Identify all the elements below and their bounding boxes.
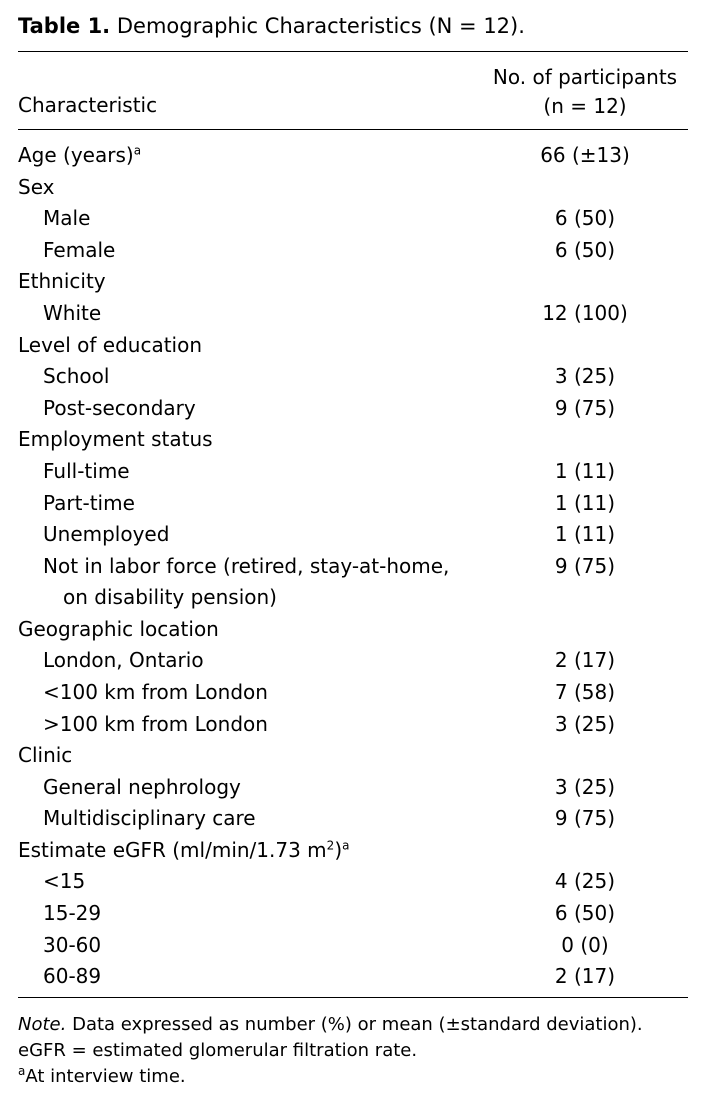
row-label-text: Multidisciplinary care: [43, 806, 256, 831]
row-footnote-mark: a: [342, 838, 350, 853]
table-row: [0, 803, 705, 835]
row-sublabel: [43, 456, 130, 487]
row-value: 6 (50): [554, 206, 616, 231]
table-notes: [18, 1012, 643, 1090]
footnote-mark: a: [18, 1064, 26, 1078]
table-caption-label: Table 1.: [18, 14, 111, 38]
header-participants-line2: (n = 12): [543, 94, 627, 118]
row-label-text: >100 km from London: [43, 711, 268, 736]
table-body: [0, 140, 705, 993]
row-label-text: Level of education: [18, 332, 203, 357]
table-row: [0, 361, 705, 393]
row-label-text: Sex: [18, 174, 55, 199]
row-label: [18, 172, 54, 203]
row-label-text: 30-60: [43, 932, 102, 957]
row-label-text: Age (years): [18, 143, 134, 167]
row-sublabel: [43, 709, 268, 740]
row-label-text: General nephrology: [43, 774, 241, 799]
row-label-text: 60-89: [43, 964, 102, 989]
table-row: [0, 709, 705, 741]
row-label-text: Clinic: [18, 743, 73, 768]
table-row: [0, 930, 705, 962]
table-row: [0, 235, 705, 267]
note-label: Note.: [18, 1014, 67, 1035]
row-label-continuation: on disability pension): [63, 584, 277, 609]
row-sublabel: [43, 298, 101, 329]
footnote-line: [18, 1064, 643, 1090]
table-row: [0, 393, 705, 425]
table-row: [0, 203, 705, 235]
table-row: [0, 456, 705, 488]
table-row: [0, 488, 705, 520]
table-row: [0, 866, 705, 898]
row-footnote-mark: a: [133, 143, 142, 158]
row-value: 9 (75): [554, 806, 616, 831]
row-sublabel: [43, 361, 109, 392]
table-row: [0, 140, 705, 172]
row-value: 3 (25): [554, 711, 616, 736]
row-value: 1 (11): [554, 458, 616, 483]
table-row: [0, 424, 705, 456]
row-value: 9 (75): [554, 395, 616, 420]
row-value: 0 (0): [561, 932, 609, 957]
row-sublabel: [43, 772, 241, 803]
row-label-suffix: ): [334, 837, 343, 862]
row-value: 66 (±13): [540, 143, 630, 167]
row-value: 4 (25): [554, 869, 616, 894]
row-sublabel: [43, 393, 196, 424]
row-label: [18, 614, 219, 645]
row-value: 1 (11): [554, 490, 616, 515]
row-sublabel: [43, 677, 268, 708]
row-label-text: Unemployed: [43, 522, 170, 547]
row-sublabel: [43, 519, 169, 550]
row-label-text: <15: [43, 869, 86, 894]
footnote-text: At interview time.: [25, 1066, 186, 1087]
row-sublabel: [43, 488, 135, 519]
row-value: 1 (11): [554, 522, 616, 547]
row-value: 12 (100): [542, 300, 628, 325]
table-row: [0, 519, 705, 551]
row-label-text: <100 km from London: [43, 679, 268, 704]
row-sublabel: [43, 235, 115, 266]
table-row: [0, 266, 705, 298]
row-value: 6 (50): [554, 237, 616, 262]
row-label-text: 15-29: [43, 901, 102, 926]
row-label: [18, 330, 202, 361]
row-label: [18, 140, 141, 171]
row-label-text: School: [43, 364, 110, 389]
table-row: [0, 298, 705, 330]
row-sublabel: [43, 866, 85, 897]
table-row: [0, 614, 705, 646]
row-label: [18, 424, 213, 455]
row-sublabel: [43, 645, 204, 676]
row-sublabel: [43, 203, 90, 234]
row-label-text: Female: [43, 237, 116, 262]
bottom-rule: [18, 997, 688, 998]
row-sublabel: [43, 930, 101, 961]
header-rule: [18, 129, 688, 130]
row-label-text: Post-secondary: [43, 395, 196, 420]
row-label-text: Male: [43, 206, 91, 231]
row-value: 2 (17): [554, 648, 616, 673]
table-row: [0, 645, 705, 677]
row-label-superscript: 2: [326, 838, 335, 853]
row-label-text: Part-time: [43, 490, 135, 515]
abbreviation-line: eGFR = estimated glomerular filtration rate.: [18, 1040, 418, 1061]
header-characteristic: Characteristic: [18, 93, 158, 117]
row-value: 2 (17): [554, 964, 616, 989]
table-caption-text: Demographic Characteristics (N = 12).: [116, 14, 525, 38]
row-value: 3 (25): [554, 774, 616, 799]
table-caption: [18, 12, 525, 40]
row-sublabel: [43, 961, 101, 992]
table-row: [0, 740, 705, 772]
row-sublabel: [43, 803, 256, 834]
row-label-text: Ethnicity: [18, 269, 106, 294]
row-label-text: Geographic location: [18, 616, 219, 641]
header-participants: [470, 63, 700, 121]
row-label-text: White: [43, 300, 102, 325]
row-value: 9 (75): [554, 553, 616, 578]
note-line: [18, 1012, 643, 1038]
table-row: [0, 772, 705, 804]
table-row: [0, 898, 705, 930]
row-sublabel: [43, 551, 449, 613]
row-value: 7 (58): [554, 679, 616, 704]
row-label-text: Employment status: [18, 427, 213, 452]
row-label-text: Estimate eGFR (ml/min/1.73 m: [18, 837, 327, 862]
row-label-text: London, Ontario: [43, 648, 204, 673]
row-label: [18, 266, 106, 297]
top-rule: [18, 51, 688, 52]
row-label-text: Full-time: [43, 458, 130, 483]
header-participants-line1: No. of participants: [492, 65, 678, 89]
note-text: Data expressed as number (%) or mean (±standard deviation).: [72, 1014, 643, 1035]
row-label: [18, 835, 349, 866]
row-label: [18, 740, 72, 771]
table-row: [0, 961, 705, 993]
table-row: [0, 172, 705, 204]
row-value: 3 (25): [554, 364, 616, 389]
table-row: [0, 677, 705, 709]
row-sublabel: [43, 898, 101, 929]
table-row: [0, 551, 705, 614]
table-row: [0, 835, 705, 867]
row-label-text: Not in labor force (retired, stay-at-home,: [43, 553, 450, 578]
table-row: [0, 330, 705, 362]
row-value: 6 (50): [554, 901, 616, 926]
